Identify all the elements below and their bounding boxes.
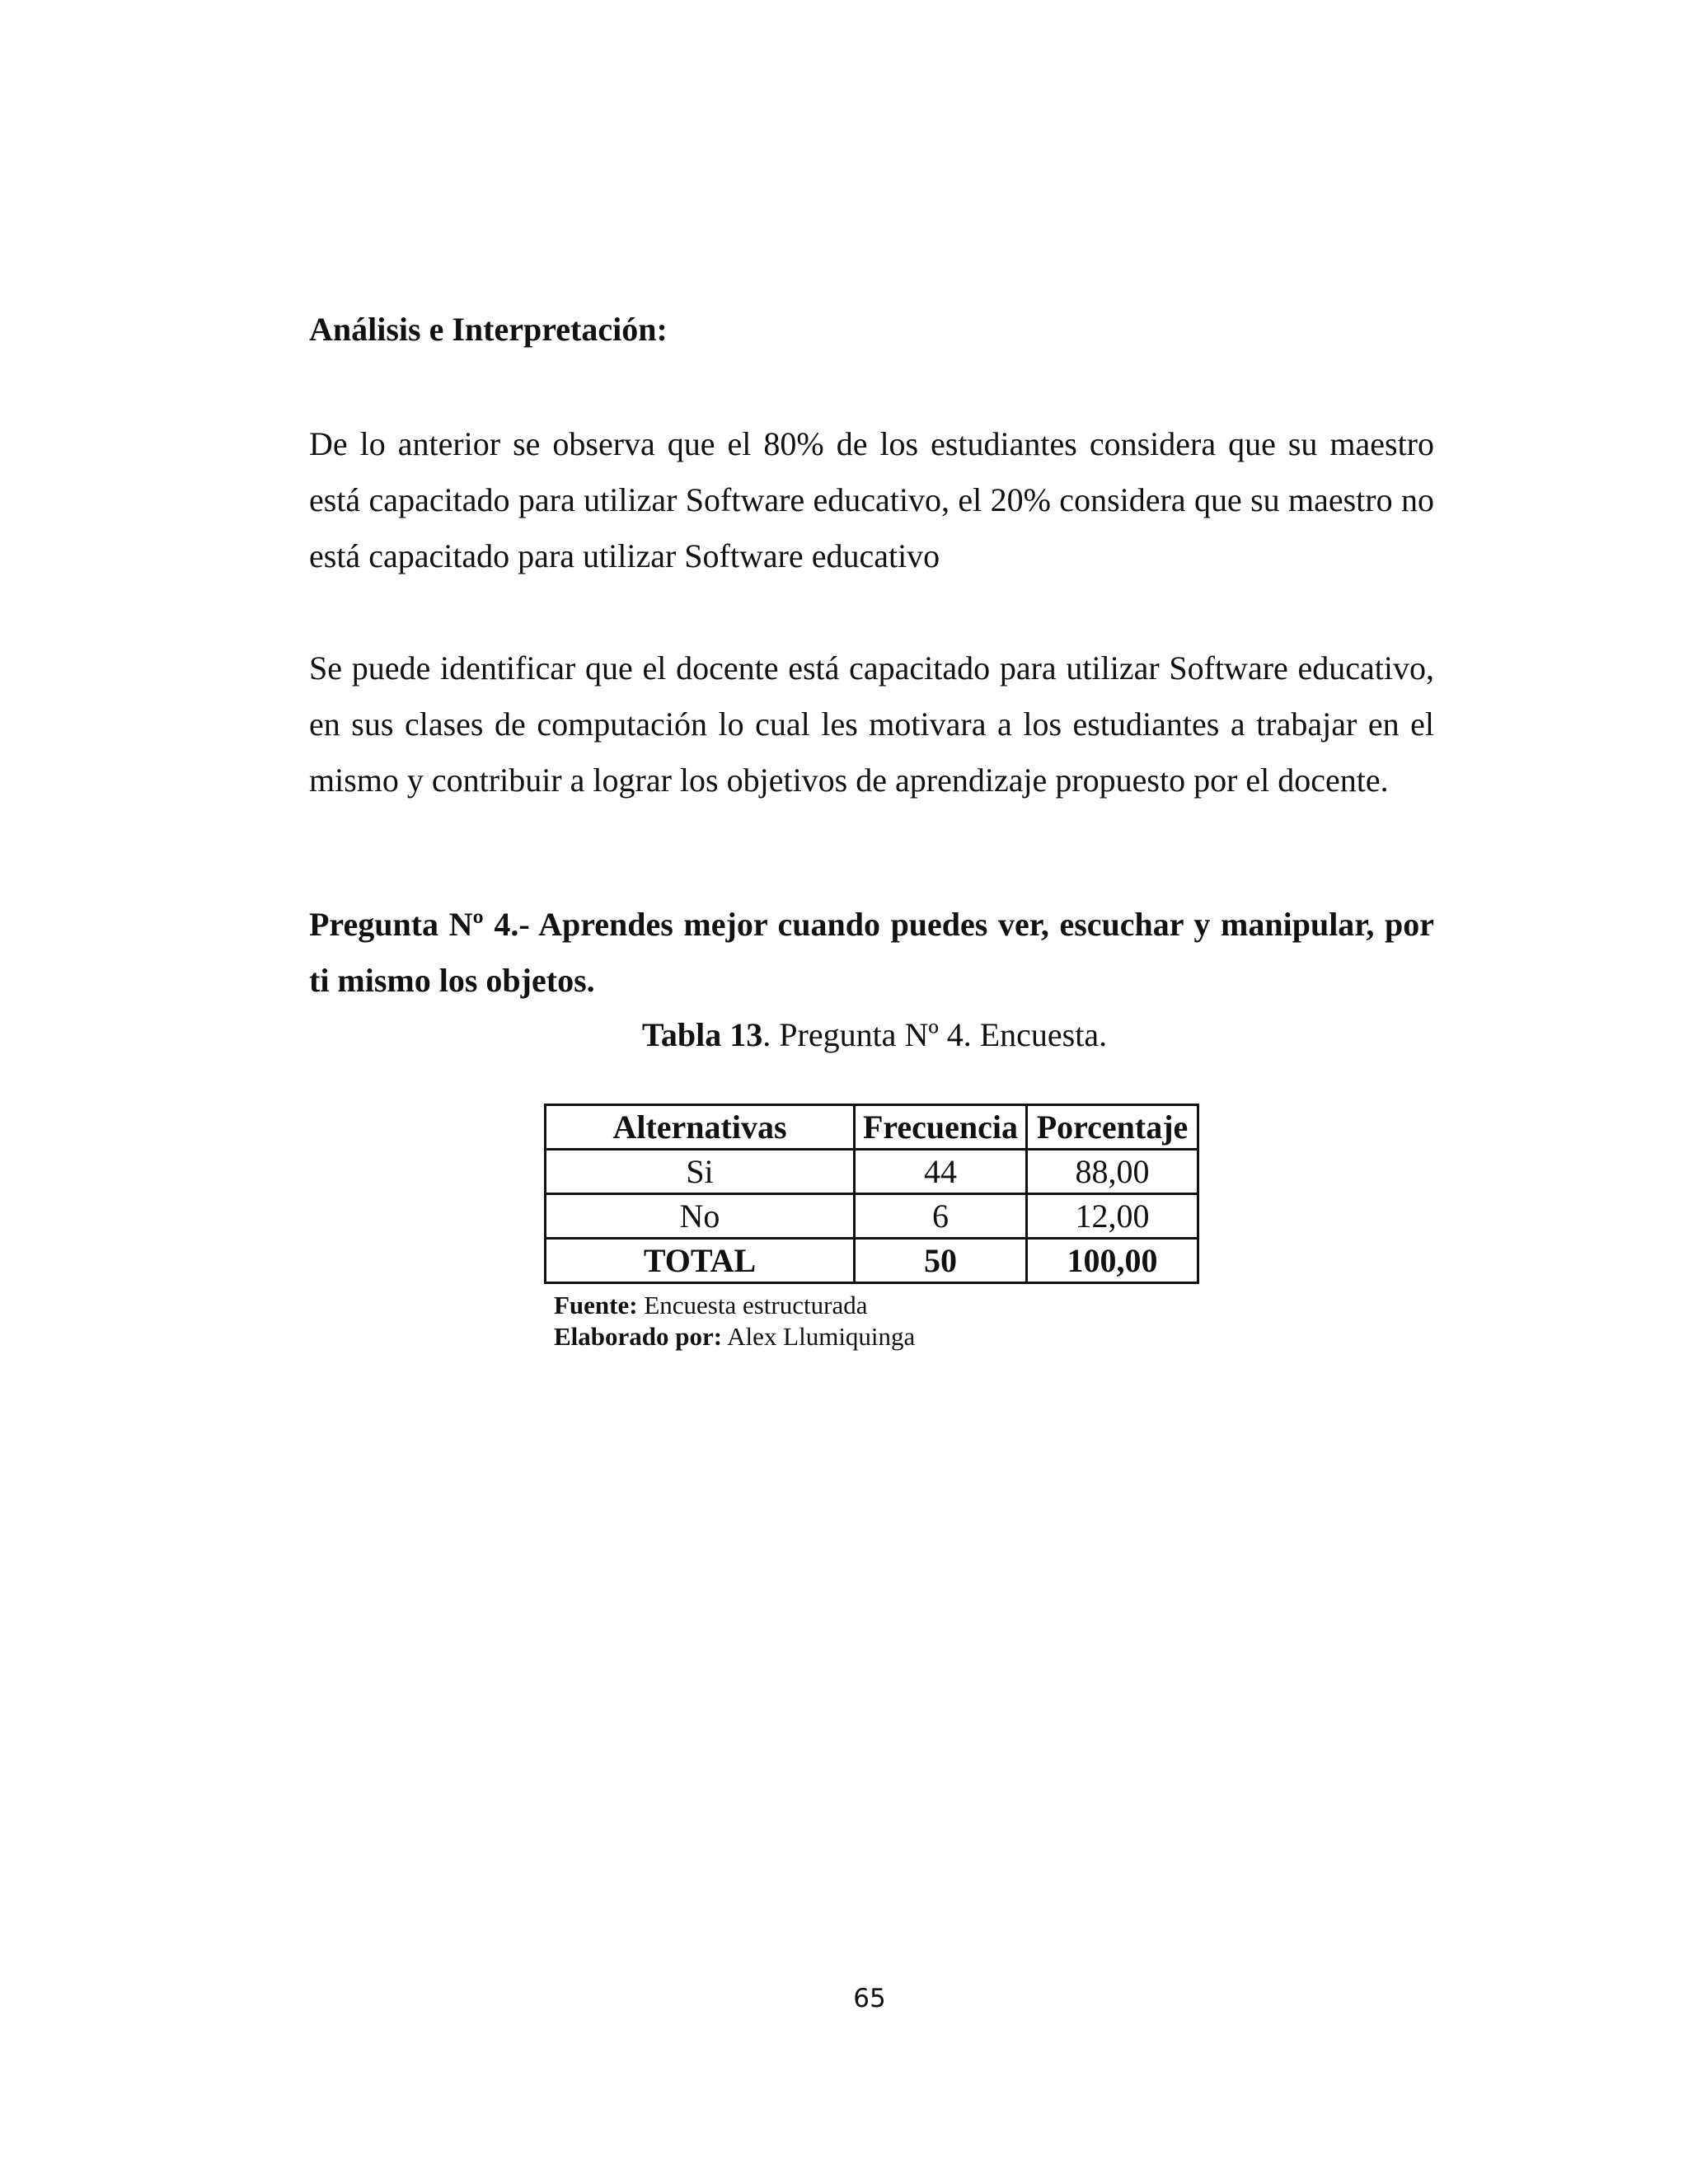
section-heading: Análisis e Interpretación: [309, 311, 668, 348]
table-row [546, 1194, 1198, 1239]
paragraph-analysis: De lo anterior se observa que el 80% de los estudiantes considera que su maestro está capacitado para utilizar Software educativo, el 20% considera que su maestro no está capacitado para utilizar Software educativo [309, 425, 1434, 574]
author-label: Elaborado por: [554, 1322, 723, 1351]
paragraph-interpretation: Se puede identificar que el docente está capacitado para utilizar Software educativo, en sus clases de computación lo cual les motivara a los estudiantes a trabajar en el mismo y contribuir a lograr los objetivos de aprendizaje propuesto por el docente. [309, 649, 1434, 799]
table-caption [0, 1012, 1688, 1058]
cell-alternative: No [546, 1194, 855, 1239]
survey-question: Pregunta Nº 4.- Aprendes mejor cuando puedes ver, escuchar y manipular, por ti mismo los objetos. [309, 906, 1434, 999]
table-header-row [546, 1105, 1198, 1150]
survey-table [544, 1104, 1199, 1284]
cell-percentage: 12,00 [1027, 1194, 1198, 1239]
table-caption-label: Tabla 13 [641, 1016, 763, 1053]
cell-total-percentage: 100,00 [1027, 1239, 1198, 1283]
cell-total-label: TOTAL [546, 1239, 855, 1283]
source-label: Fuente: [554, 1291, 638, 1319]
header-porcentaje: Porcentaje [1027, 1105, 1198, 1150]
table-source-notes [554, 1290, 915, 1352]
cell-frequency: 6 [855, 1194, 1027, 1239]
author-line [554, 1321, 915, 1352]
table-row [546, 1150, 1198, 1194]
author-value: Alex Llumiquinga [722, 1322, 916, 1351]
table-total-row [546, 1239, 1198, 1283]
source-value: Encuesta estructurada [637, 1291, 868, 1319]
cell-frequency: 44 [855, 1150, 1027, 1194]
cell-percentage: 88,00 [1027, 1150, 1198, 1194]
header-frecuencia: Frecuencia [855, 1105, 1027, 1150]
table-caption-text: . Pregunta Nº 4. Encuesta. [762, 1016, 1108, 1053]
source-line [554, 1290, 915, 1321]
cell-total-frequency: 50 [855, 1239, 1027, 1283]
cell-alternative: Si [546, 1150, 855, 1194]
header-alternativas: Alternativas [546, 1105, 855, 1150]
page-number: 65 [853, 1984, 886, 2013]
